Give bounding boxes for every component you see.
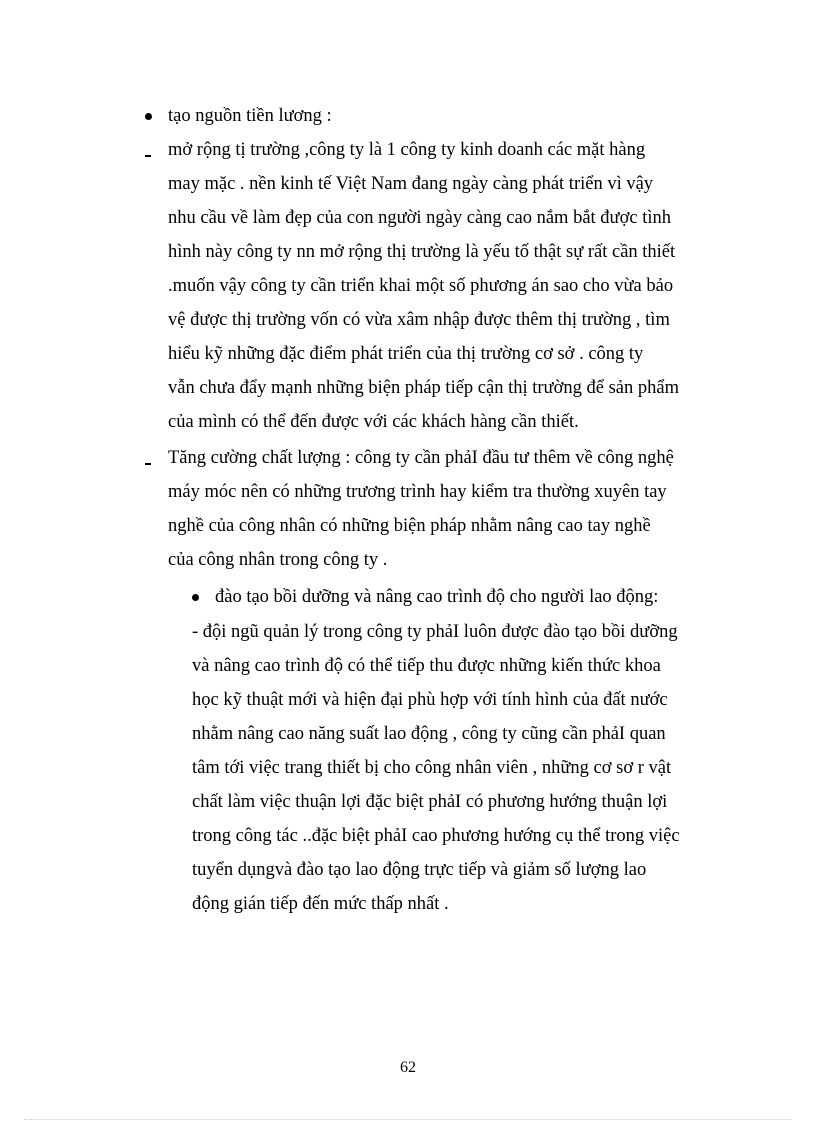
paragraph-line: nhu cầu về làm đẹp của con người ngày càng cao nắm bắt được tình	[168, 208, 671, 228]
paragraph-line: nghề của công nhân có những biện pháp nhằm nâng cao tay nghề	[168, 516, 651, 536]
paragraph-line: .muốn vậy công ty cần triển khai một số phương án sao cho vừa bảo	[168, 276, 674, 296]
paragraph-line: may mặc . nền kinh tế Việt Nam đang ngày càng phát triển vì vậy	[168, 174, 654, 194]
paragraph-line: và nâng cao trình độ có thể tiếp thu được những kiến thức khoa	[192, 656, 661, 676]
paragraph-line: chất làm việc thuận lợi đặc biệt phảI có phương hướng thuận lợi	[192, 792, 668, 812]
paragraph-line: vệ được thị trường vốn có vừa xâm nhập được thêm thị trường , tìm	[168, 310, 670, 330]
paragraph-line: trong công tác ..đặc biệt phảI cao phương hướng cụ thể trong việc	[192, 826, 680, 846]
section-heading: đào tạo bồi dưỡng và nâng cao trình độ cho người lao động:	[215, 587, 659, 607]
paragraph-line: nhằm nâng cao năng suất lao động , công ty cũng cần phảI quan	[192, 724, 666, 744]
paragraph-line: tâm tới việc trang thiết bị cho công nhân viên , những cơ sơ r vật	[192, 758, 672, 778]
dash-bullet-icon	[145, 463, 151, 465]
paragraph-line: động gián tiếp đến mức thấp nhất .	[192, 894, 449, 914]
paragraph-line: vẫn chưa đẩy mạnh những biện pháp tiếp cận thị trường để sản phẩm	[168, 378, 679, 398]
bullet-dot-icon	[145, 113, 152, 120]
paragraph-line: Tăng cường chất lượng : công ty cần phảI đầu tư thêm về công nghệ	[168, 448, 674, 468]
dash-bullet-icon	[145, 155, 151, 157]
page-bottom-divider	[24, 1119, 792, 1120]
paragraph-line: mở rộng tị trường ,công ty là 1 công ty kinh doanh các mặt hàng	[168, 140, 646, 160]
paragraph-line: máy móc nên có những trương trình hay kiểm tra thường xuyên tay	[168, 482, 667, 502]
paragraph-line: tuyển dụngvà đào tạo lao động trực tiếp và giảm số lượng lao	[192, 860, 647, 880]
paragraph-line: - đội ngũ quản lý trong công ty phảI luôn được đào tạo bồi dưỡng	[192, 622, 678, 642]
bullet-dot-icon	[192, 594, 199, 601]
paragraph-line: của mình có thể đến được với các khách hàng cần thiết.	[168, 412, 579, 432]
section-heading: tạo nguồn tiền lương :	[168, 106, 332, 126]
paragraph-line: hiểu kỹ những đặc điểm phát triển của thị trường cơ sở . công ty	[168, 344, 644, 364]
paragraph-line: học kỹ thuật mới và hiện đại phù hợp với tính hình của đất nước	[192, 690, 668, 710]
paragraph-line: của công nhân trong công ty .	[168, 550, 388, 570]
page-number: 62	[400, 1059, 416, 1076]
paragraph-line: hình này công ty nn mở rộng thị trường là yếu tố thật sự rất cần thiết	[168, 242, 676, 262]
